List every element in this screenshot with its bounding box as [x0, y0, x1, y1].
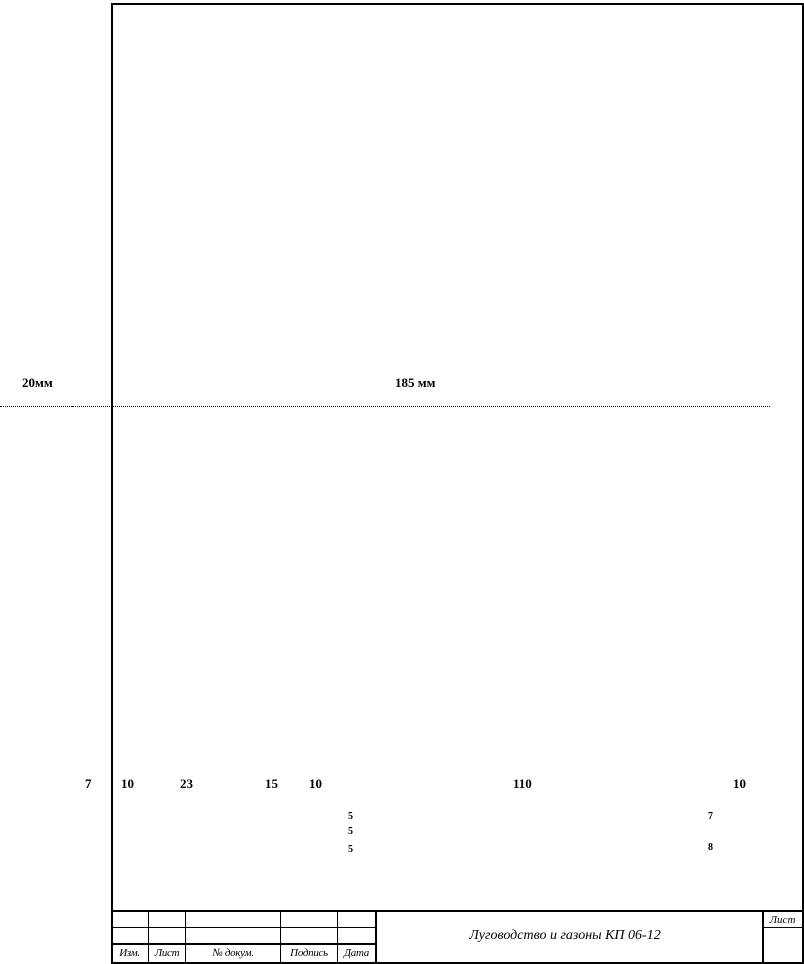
document-title: Луговодство и газоны КП 06-12 — [469, 928, 661, 943]
row-height-label: 8 — [708, 842, 713, 853]
column-width-label: 10 — [309, 776, 322, 791]
row-height-label: 5 — [348, 811, 353, 822]
column-header-sheet: Лист — [154, 946, 180, 959]
row-height-label: 7 — [708, 811, 713, 822]
sheet-label: Лист — [769, 913, 796, 926]
column-width-label: 15 — [265, 776, 278, 791]
row-height-label: 5 — [348, 844, 353, 855]
page-frame — [111, 3, 804, 964]
column-width-label: 10 — [733, 776, 746, 791]
column-width-label: 10 — [121, 776, 134, 791]
left-margin-dimension-line — [0, 406, 72, 407]
title-block — [111, 910, 802, 962]
column-header-change: Изм. — [119, 946, 140, 959]
column-header-date: Дата — [344, 946, 369, 959]
column-header-signature: Подпись — [290, 946, 328, 959]
column-width-label: 23 — [180, 776, 193, 791]
column-header-document-number: № докум. — [212, 946, 254, 959]
page-width-dimension-line — [72, 406, 770, 407]
column-width-label: 7 — [85, 776, 92, 791]
column-width-label: 110 — [513, 776, 532, 791]
row-height-label: 5 — [348, 826, 353, 837]
left-margin-label: 20мм — [22, 375, 53, 390]
page-width-label: 185 мм — [395, 375, 436, 390]
